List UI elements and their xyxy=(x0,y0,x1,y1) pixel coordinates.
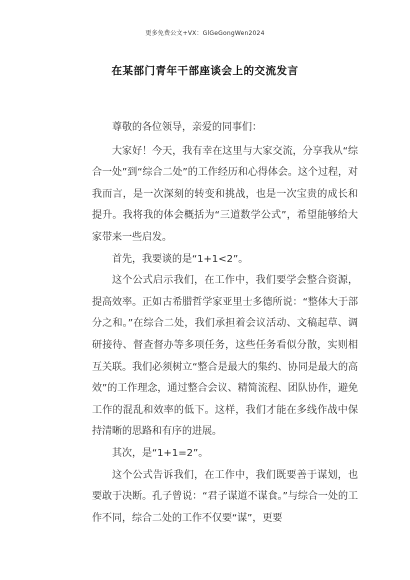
paragraph-formula-one-detail: 这个公式启示我们，在工作中，我们要学会整合资源，提高效率。正如古希腊哲学家亚里士多德所说：“整体大于部分之和。”在综合二处，我们承担着会议活动、文稿起草、调研接待、督查督办等多项任务，这些任务看似分散，实则相互关联。我们必须树立“整合是最大的集约、协同是最大的高效”的工作理念，通过整合会议、精简流程、团队协作，避免工作的混乱和效率的低下。这样，我们才能在多线作战中保持清晰的思路和有序的进展。 xyxy=(92,275,358,438)
document-body xyxy=(92,117,358,529)
salutation: 尊敬的各位领导，亲爱的同事们： xyxy=(112,122,262,133)
document-title: 在某部门青年干部座谈会上的交流发言 xyxy=(111,65,299,77)
paragraph-formula-two-detail: 这个公式告诉我们，在工作中，我们既要善于谋划，也要敢于决断。孔子曾说：“君子谋道不谋食。”与综合一处的工作不同，综合二处的工作不仅要“谋”，更要 xyxy=(92,469,358,524)
paragraph-formula-one: 首先，我要谈的是“1+1<2”。 xyxy=(112,253,249,265)
paragraph-intro: 大家好！今天，我有幸在这里与大家交流，分享我从“综合一处”到“综合二处”的工作经历和心得体会。这个过程，对我而言，是一次深刻的转变和挑战，也是一次宝贵的成长和提升。我将我的体会概括为“三道数学公式”，希望能够给大家带来一些启发。 xyxy=(92,145,358,243)
paragraph-formula-two: 其次，是“1+1=2”。 xyxy=(112,447,209,459)
header-note: 更多免费公文+VX：GlGeGongWen2024 xyxy=(145,30,265,37)
